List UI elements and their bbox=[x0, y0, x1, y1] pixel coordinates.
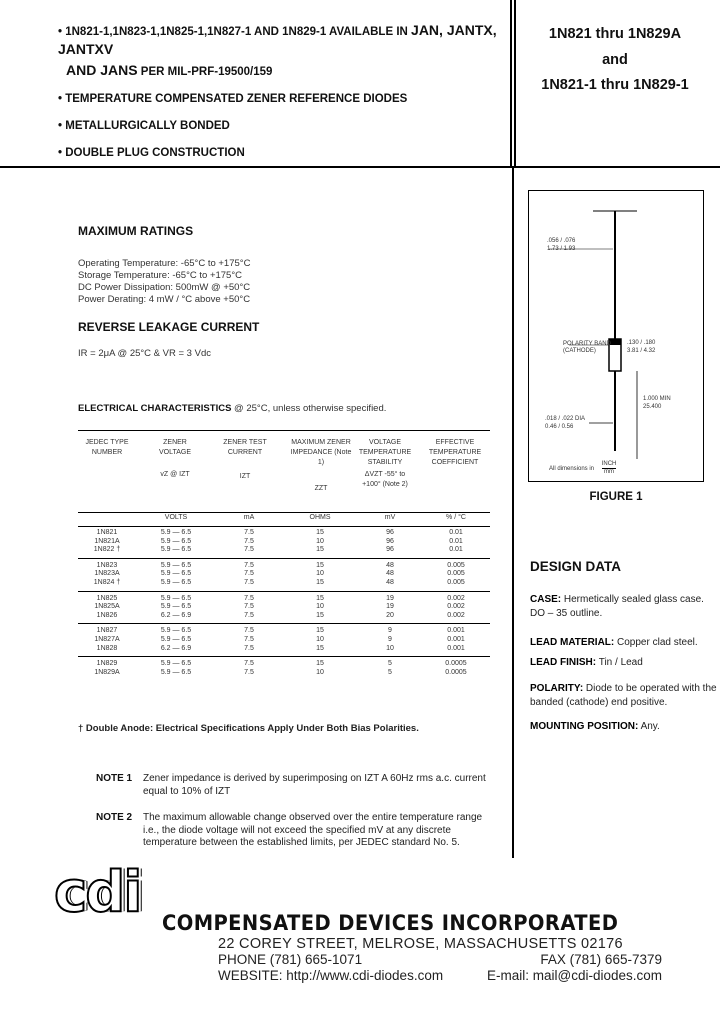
table-cell: 5.9 — 6.5 bbox=[160, 627, 192, 635]
feature-item: • TEMPERATURE COMPENSATED ZENER REFERENCE DIODES bbox=[58, 93, 408, 105]
table-cell: 48 bbox=[386, 561, 394, 569]
reverse-leakage-heading: REVERSE LEAKAGE CURRENT bbox=[78, 320, 260, 334]
table-cell: 48 bbox=[386, 578, 394, 586]
max-ratings-heading: MAXIMUM RATINGS bbox=[78, 224, 194, 238]
group-divider bbox=[78, 591, 490, 592]
table-cell: 15 bbox=[316, 529, 324, 536]
design-case: CASE: Hermetically sealed glass case. DO – 35 outline. bbox=[530, 594, 704, 619]
dimension-units-note: All dimensions in INCH mm bbox=[549, 461, 617, 475]
table-row bbox=[78, 603, 490, 612]
table-cell: 10 bbox=[316, 635, 324, 643]
diode-outline-drawing bbox=[529, 191, 703, 481]
table-cell: 15 bbox=[316, 644, 324, 652]
table-cell: 1N822 † bbox=[93, 546, 121, 554]
table-cell: 10 bbox=[316, 537, 324, 545]
table-cell: 5.9 — 6.5 bbox=[160, 603, 192, 611]
company-phone: PHONE (781) 665-1071 bbox=[218, 952, 363, 967]
table-row bbox=[78, 579, 490, 588]
rating-line: Operating Temperature: -65°C to +175°C bbox=[78, 258, 251, 269]
electrical-heading: ELECTRICAL CHARACTERISTICS @ 25°C, unless otherwise specified. bbox=[78, 403, 387, 414]
reverse-leakage-line: IR = 2μA @ 25°C & VR = 3 Vdc bbox=[78, 348, 211, 359]
note-1-label: NOTE 1 bbox=[96, 773, 133, 784]
table-cell: 5 bbox=[388, 660, 392, 668]
table-cell: 0.01 bbox=[449, 537, 463, 545]
table-cell: 5.9 — 6.5 bbox=[160, 561, 192, 569]
table-cell: 5.9 — 6.5 bbox=[160, 668, 192, 676]
unit-cell: VOLTS bbox=[164, 514, 188, 521]
design-data-heading: DESIGN DATA bbox=[530, 559, 621, 574]
table-cell: 0.005 bbox=[447, 570, 465, 578]
double-anode-footnote: † Double Anode: Electrical Specifications Apply Under Both Bias Polarities. bbox=[78, 723, 419, 734]
table-cell: 1N827A bbox=[94, 635, 120, 643]
table-top-rule bbox=[78, 430, 490, 431]
table-cell: 96 bbox=[386, 537, 394, 545]
table-cell: 1N821A bbox=[94, 537, 120, 545]
electrical-table bbox=[78, 529, 490, 677]
table-row bbox=[78, 529, 490, 538]
table-group bbox=[78, 562, 490, 588]
polarity-band-label: POLARITY BAND (CATHODE) bbox=[563, 341, 611, 354]
unit-cell: OHMS bbox=[309, 514, 331, 521]
rating-line: Power Derating: 4 mW / °C above +50°C bbox=[78, 294, 251, 305]
table-cell: 7.5 bbox=[244, 578, 254, 586]
units-bottom-rule bbox=[78, 526, 490, 527]
table-cell: 0.002 bbox=[447, 611, 465, 619]
table-cell: 15 bbox=[316, 561, 324, 569]
table-cell: 0.002 bbox=[447, 603, 465, 611]
dim-top: .056 / .076 1.73 / 1.93 bbox=[547, 238, 576, 252]
table-cell: 15 bbox=[316, 546, 324, 554]
table-cell: 1N829 bbox=[96, 660, 118, 668]
company-name: COMPENSATED DEVICES INCORPORATED bbox=[162, 910, 619, 936]
sub-header-dvzt: ΔVZT -55° to +100° (Note 2) bbox=[362, 471, 408, 488]
table-cell: 6.2 — 6.9 bbox=[160, 644, 192, 652]
table-cell: 7.5 bbox=[244, 561, 254, 569]
table-cell: 0.001 bbox=[447, 627, 465, 635]
table-cell: 10 bbox=[316, 603, 324, 611]
table-cell: 0.01 bbox=[449, 546, 463, 554]
table-row bbox=[78, 612, 490, 621]
table-cell: 9 bbox=[388, 627, 392, 635]
feature-item: • 1N821-1,1N823-1,1N825-1,1N827-1 AND 1N829-1 AVAILABLE IN JAN, JANTX, JANTXV bbox=[58, 22, 497, 57]
table-cell: 15 bbox=[316, 627, 324, 635]
sub-header-izt: IZT bbox=[239, 473, 251, 480]
col-header-voltage: ZENER VOLTAGE bbox=[158, 439, 192, 456]
note-1-text: Zener impedance is derived by superimposing on IZT A 60Hz rms a.c. current equal to 10% of IZT bbox=[143, 773, 486, 797]
design-lead-finish: LEAD FINISH: Tin / Lead bbox=[530, 657, 643, 668]
table-row bbox=[78, 538, 490, 547]
table-row bbox=[78, 645, 490, 654]
feature-item: • DOUBLE PLUG CONSTRUCTION bbox=[58, 147, 245, 159]
company-website[interactable]: WEBSITE: http://www.cdi-diodes.com bbox=[218, 968, 444, 983]
table-cell: 10 bbox=[316, 570, 324, 578]
table-cell: 5.9 — 6.5 bbox=[160, 529, 192, 536]
col-header-stability: VOLTAGE TEMPERATURE STABILITY bbox=[358, 439, 412, 466]
note-2-label: NOTE 2 bbox=[96, 812, 133, 823]
company-address: 22 COREY STREET, MELROSE, MASSACHUSETTS 02176 bbox=[218, 936, 623, 952]
table-cell: 7.5 bbox=[244, 627, 254, 635]
table-cell: 1N823 bbox=[96, 561, 118, 569]
rating-line: Storage Temperature: -65°C to +175°C bbox=[78, 270, 243, 281]
table-cell: 6.2 — 6.9 bbox=[160, 611, 192, 619]
table-cell: 0.001 bbox=[447, 644, 465, 652]
design-mounting: MOUNTING POSITION: Any. bbox=[530, 721, 660, 732]
table-cell: 7.5 bbox=[244, 660, 254, 668]
table-cell: 10 bbox=[316, 668, 324, 676]
table-cell: 1N826 bbox=[96, 611, 118, 619]
table-header bbox=[78, 438, 490, 514]
table-cell: 1N827 bbox=[96, 627, 118, 635]
table-cell: 0.001 bbox=[447, 635, 465, 643]
right-column-divider bbox=[512, 166, 514, 858]
table-cell: 20 bbox=[386, 611, 394, 619]
part-range-title-2: 1N821-1 thru 1N829-1 bbox=[541, 77, 689, 93]
table-row bbox=[78, 660, 490, 669]
table-cell: 15 bbox=[316, 660, 324, 668]
table-cell: 7.5 bbox=[244, 611, 254, 619]
table-cell: 5.9 — 6.5 bbox=[160, 594, 192, 602]
table-row bbox=[78, 636, 490, 645]
table-cell: 1N828 bbox=[96, 644, 118, 652]
table-cell: 0.005 bbox=[447, 578, 465, 586]
table-cell: 1N829A bbox=[94, 668, 120, 676]
col-header-coefficient: EFFECTIVE TEMPERATURE COEFFICIENT bbox=[428, 439, 482, 466]
table-cell: 7.5 bbox=[244, 594, 254, 602]
table-cell: 10 bbox=[386, 644, 394, 652]
table-group bbox=[78, 529, 490, 555]
feature-item: AND JANS PER MIL-PRF-19500/159 bbox=[66, 62, 273, 78]
cdi-logo: cdi bbox=[54, 860, 141, 925]
dim-lead: .018 / .022 DIA 0.46 / 0.56 bbox=[545, 416, 586, 430]
unit-cell: % / °C bbox=[446, 514, 466, 521]
table-cell: 15 bbox=[316, 611, 324, 619]
feature-item: • METALLURGICALLY BONDED bbox=[58, 120, 230, 132]
table-row bbox=[78, 570, 490, 579]
table-cell: 5.9 — 6.5 bbox=[160, 635, 192, 643]
dim-length: 1.000 MIN 25.400 bbox=[643, 396, 671, 410]
design-lead-material: LEAD MATERIAL: Copper clad steel. bbox=[530, 637, 698, 648]
table-cell: 1N825A bbox=[94, 603, 120, 611]
table-cell: 96 bbox=[386, 546, 394, 554]
table-cell: 9 bbox=[388, 635, 392, 643]
table-cell: 5.9 — 6.5 bbox=[160, 570, 192, 578]
table-cell: 1N825 bbox=[96, 594, 118, 602]
table-cell: 7.5 bbox=[244, 570, 254, 578]
table-group bbox=[78, 660, 490, 677]
table-cell: 1N821 bbox=[96, 529, 118, 536]
table-group bbox=[78, 627, 490, 653]
table-cell: 0.002 bbox=[447, 594, 465, 602]
table-cell: 5.9 — 6.5 bbox=[160, 537, 192, 545]
table-cell: 7.5 bbox=[244, 529, 254, 536]
figure-1-frame bbox=[528, 190, 704, 482]
col-header-type: JEDEC TYPE NUMBER bbox=[85, 439, 129, 456]
table-group bbox=[78, 595, 490, 621]
group-divider bbox=[78, 558, 490, 559]
table-cell: 96 bbox=[386, 529, 394, 536]
table-cell: 19 bbox=[386, 603, 394, 611]
sub-header-zzt: ZZT bbox=[314, 485, 328, 492]
unit-cell bbox=[78, 514, 136, 523]
design-polarity: POLARITY: Diode to be operated with the banded (cathode) end positive. bbox=[530, 683, 717, 708]
table-cell: 48 bbox=[386, 570, 394, 578]
table-row bbox=[78, 627, 490, 636]
table-row bbox=[78, 546, 490, 555]
table-row bbox=[78, 562, 490, 571]
table-cell: 15 bbox=[316, 594, 324, 602]
unit-cell: mA bbox=[243, 514, 255, 521]
rating-line: DC Power Dissipation: 500mW @ +50°C bbox=[78, 282, 251, 293]
group-divider bbox=[78, 623, 490, 624]
table-cell: 5.9 — 6.5 bbox=[160, 578, 192, 586]
company-fax: FAX (781) 665-7379 bbox=[540, 952, 662, 967]
table-cell: 7.5 bbox=[244, 546, 254, 554]
units-row bbox=[78, 514, 490, 523]
unit-cell: mV bbox=[384, 514, 396, 521]
table-cell: 0.01 bbox=[449, 529, 463, 536]
table-cell: 7.5 bbox=[244, 635, 254, 643]
table-cell: 1N823A bbox=[94, 570, 120, 578]
table-cell: 0.005 bbox=[447, 561, 465, 569]
units-top-rule bbox=[78, 512, 490, 513]
table-cell: 15 bbox=[316, 578, 324, 586]
feature-list bbox=[58, 22, 508, 172]
max-ratings-list bbox=[78, 258, 250, 306]
table-cell: 0.0005 bbox=[445, 660, 467, 668]
company-email[interactable]: E-mail: mail@cdi-diodes.com bbox=[487, 968, 662, 983]
note-2-text: The maximum allowable change observed over the entire temperature range i.e., the diode voltage will not exceed the specified mV at any discrete temperature between the established limits, per JEDEC standard No. 5. bbox=[143, 812, 483, 848]
table-cell: 7.5 bbox=[244, 603, 254, 611]
sub-header-vz: vZ @ IZT bbox=[160, 471, 190, 478]
dim-body: .130 / .180 3.81 / 4.32 bbox=[627, 340, 656, 354]
table-cell: 0.0005 bbox=[445, 668, 467, 676]
table-cell: 5.9 — 6.5 bbox=[160, 660, 192, 668]
part-range-and: and bbox=[602, 52, 628, 68]
table-cell: 7.5 bbox=[244, 644, 254, 652]
part-range-title: 1N821 thru 1N829A bbox=[548, 26, 682, 42]
table-cell: 19 bbox=[386, 594, 394, 602]
table-cell: 7.5 bbox=[244, 537, 254, 545]
table-cell: 7.5 bbox=[244, 668, 254, 676]
table-cell: 1N824 † bbox=[93, 578, 121, 586]
col-header-current: ZENER TEST CURRENT bbox=[223, 439, 267, 456]
group-divider bbox=[78, 656, 490, 657]
table-cell: 5.9 — 6.5 bbox=[160, 546, 192, 554]
table-row bbox=[78, 595, 490, 604]
figure-caption: FIGURE 1 bbox=[589, 491, 643, 503]
table-cell: 5 bbox=[388, 668, 392, 676]
table-row bbox=[78, 669, 490, 678]
col-header-impedance: MAXIMUM ZENER IMPEDANCE (Note 1) bbox=[290, 439, 352, 466]
